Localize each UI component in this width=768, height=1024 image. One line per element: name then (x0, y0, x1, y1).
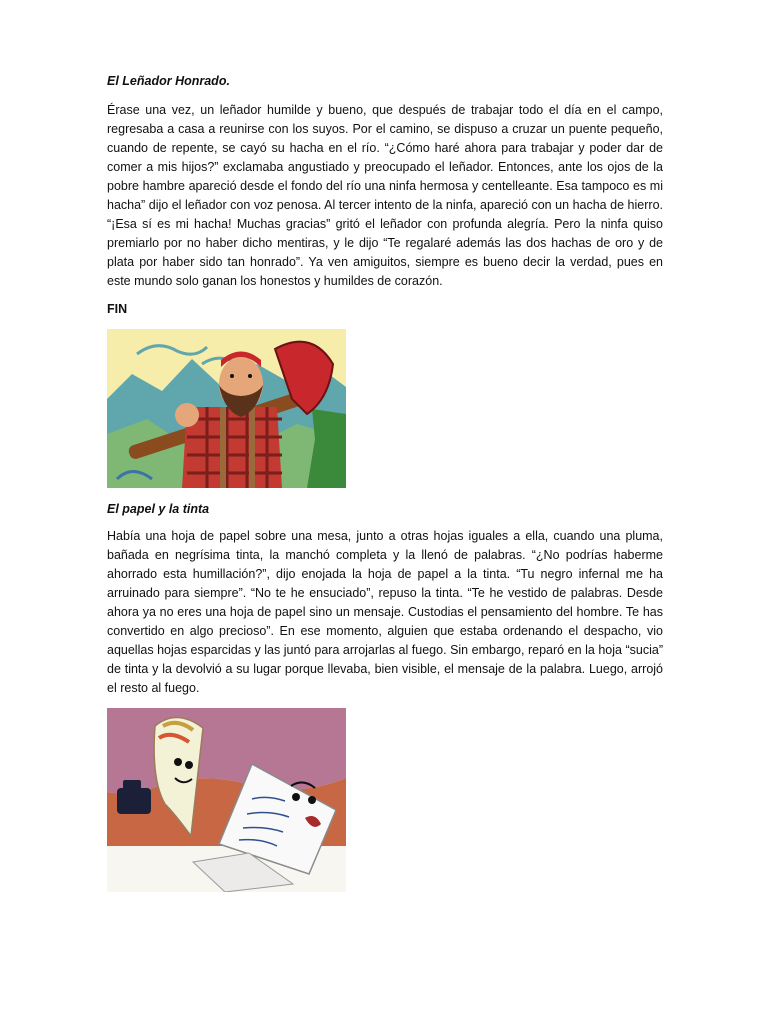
lumberjack-illustration (107, 329, 346, 488)
story-body-lenador: Érase una vez, un leñador humilde y bueno, que después de trabajar todo el día en el campo, regresaba a casa a reunirse con los suyos. Por el camino, se dispuso a cruzar un puente pequeño, cuando de repente, se cayó su hacha en el río. “¿Cómo haré ahora para trabajar y poder dar de comer a mis hijos?” exclamaba angustiado y preocupado el leñador. Entonces, ante los ojos de la pobre hambre apareció desde el fondo del río una ninfa hermosa y centelleante. Esa tampoco es mi hacha” dijo el leñador con voz penosa. Al tercer intento de la ninfa, apareció con un hacha de hierro. “¡Esa sí es mi hacha! Muchas gracias” gritó el leñador con profunda alegría. Pero la ninfa quiso premiarlo por no haber dicho mentiras, y le dijo “Te regalaré además las dos hachas de oro y de plata por haber sido tan honrado”. Ya ven amiguitos, siempre es bueno decir la verdad, pues en este mundo solo ganan los honestos y humildes de corazón. (107, 103, 663, 288)
story-end-label: FIN (107, 302, 128, 316)
story-body-papel: Había una hoja de papel sobre una mesa, junto a otras hojas iguales a ella, cuando una pluma, bañada en negrísima tinta, la manchó completa y la llenó de palabras. “¿No podrías haberme ahorrado esta humillación?”, dijo enojada la hoja de papel a la tinta. “Tu negro infernal me ha arruinado para siempre”. “No te he ensuciado”, repuso la tinta. “Te he vestido de palabras. Desde ahora ya no eres una hoja de papel sino un mensaje. Custodias el pensamiento del hombre. Te has convertido en algo precioso”. En ese momento, alguien que estaba ordenando el despacho, vio aquellas hojas esparcidas y las juntó para arrojarlas al fuego. Sin embargo, reparó en la hoja “sucia” de tinta y la devolvió a su lugar porque llevaba, bien visible, el mensaje de la palabra. Luego, arrojó el resto al fuego. (107, 529, 663, 695)
paper-and-ink-illustration (107, 708, 346, 892)
story-title-papel: El papel y la tinta (107, 502, 210, 516)
story-title-lenador: El Leñador Honrado. (107, 74, 230, 88)
